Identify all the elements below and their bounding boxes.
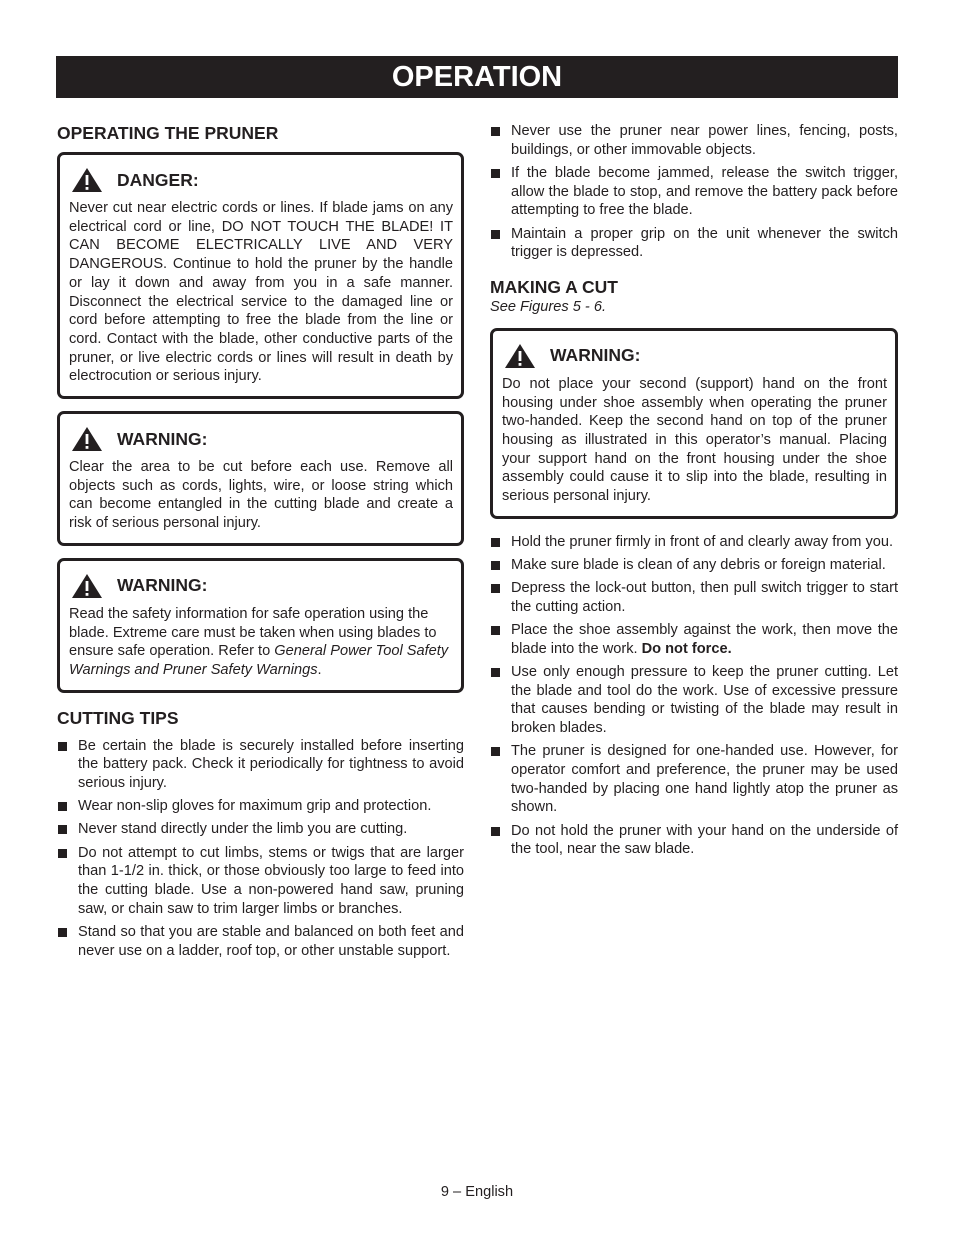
bullet-square-icon xyxy=(491,747,500,756)
warning-text: Do not place your second (support) hand on the front housing under shoe assembly when operating the pruner two-handed. Keep the second hand on top of the pruner housing as illustrated in this operator’s manual. Placing your support hand on the front housing under the shoe assembly could cause it to slip into the blade, resulting in serious personal injury. xyxy=(502,375,887,505)
right-column xyxy=(490,122,898,864)
warning-box-support-hand xyxy=(490,328,898,519)
warning-text: Clear the area to be cut before each use. Remove all objects such as cords, lights, wire, or loose string which can become entangled in the cutting blade and create a risk of serious personal injury. xyxy=(69,459,453,532)
warning-triangle-icon xyxy=(71,573,103,599)
heading-operating-the-pruner: OPERATING THE PRUNER xyxy=(57,123,279,143)
list-item: Hold the pruner firmly in front of and clearly away from you. xyxy=(490,533,898,552)
warning-triangle-icon xyxy=(71,426,103,452)
bullet-square-icon xyxy=(58,825,67,834)
bullet-square-icon xyxy=(491,169,500,178)
list-item: Do not hold the pruner with your hand on the underside of the tool, near the saw blade. xyxy=(490,822,898,859)
warning-box-area xyxy=(57,411,464,546)
bullet-square-icon xyxy=(491,584,500,593)
bullet-square-icon xyxy=(58,742,67,751)
list-item: Depress the lock-out button, then pull switch trigger to start the cutting action. xyxy=(490,579,898,616)
list-item: Make sure blade is clean of any debris or foreign material. xyxy=(490,556,898,575)
bullet-square-icon xyxy=(491,626,500,635)
list-item: Stand so that you are stable and balanced on both feet and never use on a ladder, roof top, or other unstable support. xyxy=(57,923,464,960)
danger-text: Never cut near electric cords or lines. If blade jams on any electrical cord or line, DO NOT TOUCH THE BLADE! IT CAN BECOME ELECTRICALLY LIVE AND VERY DANGEROUS. Continue to hold the pruner by the handle or lay it down and away from you in a safe manner. Disconnect the electrical service to the damaged line or cord before attempting to free the blade from the line or cord. Contact with the blade, other conductive parts of the pruner, or live electric cords or lines will result in death by electrocution or serious injury. xyxy=(69,200,453,385)
making-a-cut-list xyxy=(490,533,898,859)
figure-reference: See Figures 5 - 6. xyxy=(490,298,606,315)
left-column xyxy=(57,122,464,965)
list-item: Wear non-slip gloves for maximum grip and protection. xyxy=(57,797,464,816)
warning-triangle-icon xyxy=(504,343,536,369)
warning-text: Read the safety information for safe operation using the blade. Extreme care must be taken when using blades to ensure safe operation. Refer to General Power Tool Safety Warnings and Pruner Safety Warnings. xyxy=(69,605,449,678)
page-footer: 9 – English xyxy=(440,1184,514,1200)
warning-title: WARNING: xyxy=(117,428,208,449)
bullet-square-icon xyxy=(491,668,500,677)
list-item: Never use the pruner near power lines, fencing, posts, buildings, or other immovable objects. xyxy=(490,122,898,159)
bullet-square-icon xyxy=(491,230,500,239)
list-item: Be certain the blade is securely installed before inserting the battery pack. Check it periodically for tightness to avoid serious injury. xyxy=(57,737,464,793)
bullet-square-icon xyxy=(58,802,67,811)
heading-cutting-tips: CUTTING TIPS xyxy=(57,707,179,728)
bullet-square-icon xyxy=(491,127,500,136)
bullet-square-icon xyxy=(58,849,67,858)
warning-triangle-icon xyxy=(71,167,103,193)
bullet-square-icon xyxy=(58,928,67,937)
section-banner: OPERATION xyxy=(56,56,898,98)
bullet-square-icon xyxy=(491,561,500,570)
bullet-square-icon xyxy=(491,538,500,547)
list-item: Place the shoe assembly against the work, then move the blade into the work. Do not force. xyxy=(490,621,898,658)
warning-box-safety-info xyxy=(57,558,464,693)
heading-making-a-cut: MAKING A CUT xyxy=(490,276,618,297)
list-item: Never stand directly under the limb you are cutting. xyxy=(57,820,464,839)
cutting-tips-list xyxy=(57,737,464,961)
pruner-safety-list xyxy=(490,122,898,262)
danger-title: DANGER: xyxy=(117,169,199,190)
list-item: The pruner is designed for one-handed use. However, for operator comfort and preference, the pruner may be used two-handed by placing one hand lightly atop the pruner as shown. xyxy=(490,742,898,817)
warning-title: WARNING: xyxy=(117,575,208,596)
list-item: Use only enough pressure to keep the pruner cutting. Let the blade and tool do the work. Use of excessive pressure that causes bending or twisting of the blade may result in broken blades. xyxy=(490,663,898,738)
danger-box xyxy=(57,152,464,399)
list-item: Maintain a proper grip on the unit whenever the switch trigger is depressed. xyxy=(490,225,898,262)
list-item: If the blade become jammed, release the switch trigger, allow the blade to stop, and remove the battery pack before attempting to free the blade. xyxy=(490,164,898,220)
list-item: Do not attempt to cut limbs, stems or twigs that are larger than 1-1/2 in. thick, or those obviously too large to feed into the cutting blade. Use a non-powered hand saw, pruning saw, or chain saw to trim larger limbs or branches. xyxy=(57,844,464,919)
warning-title: WARNING: xyxy=(550,345,641,366)
bullet-square-icon xyxy=(491,827,500,836)
